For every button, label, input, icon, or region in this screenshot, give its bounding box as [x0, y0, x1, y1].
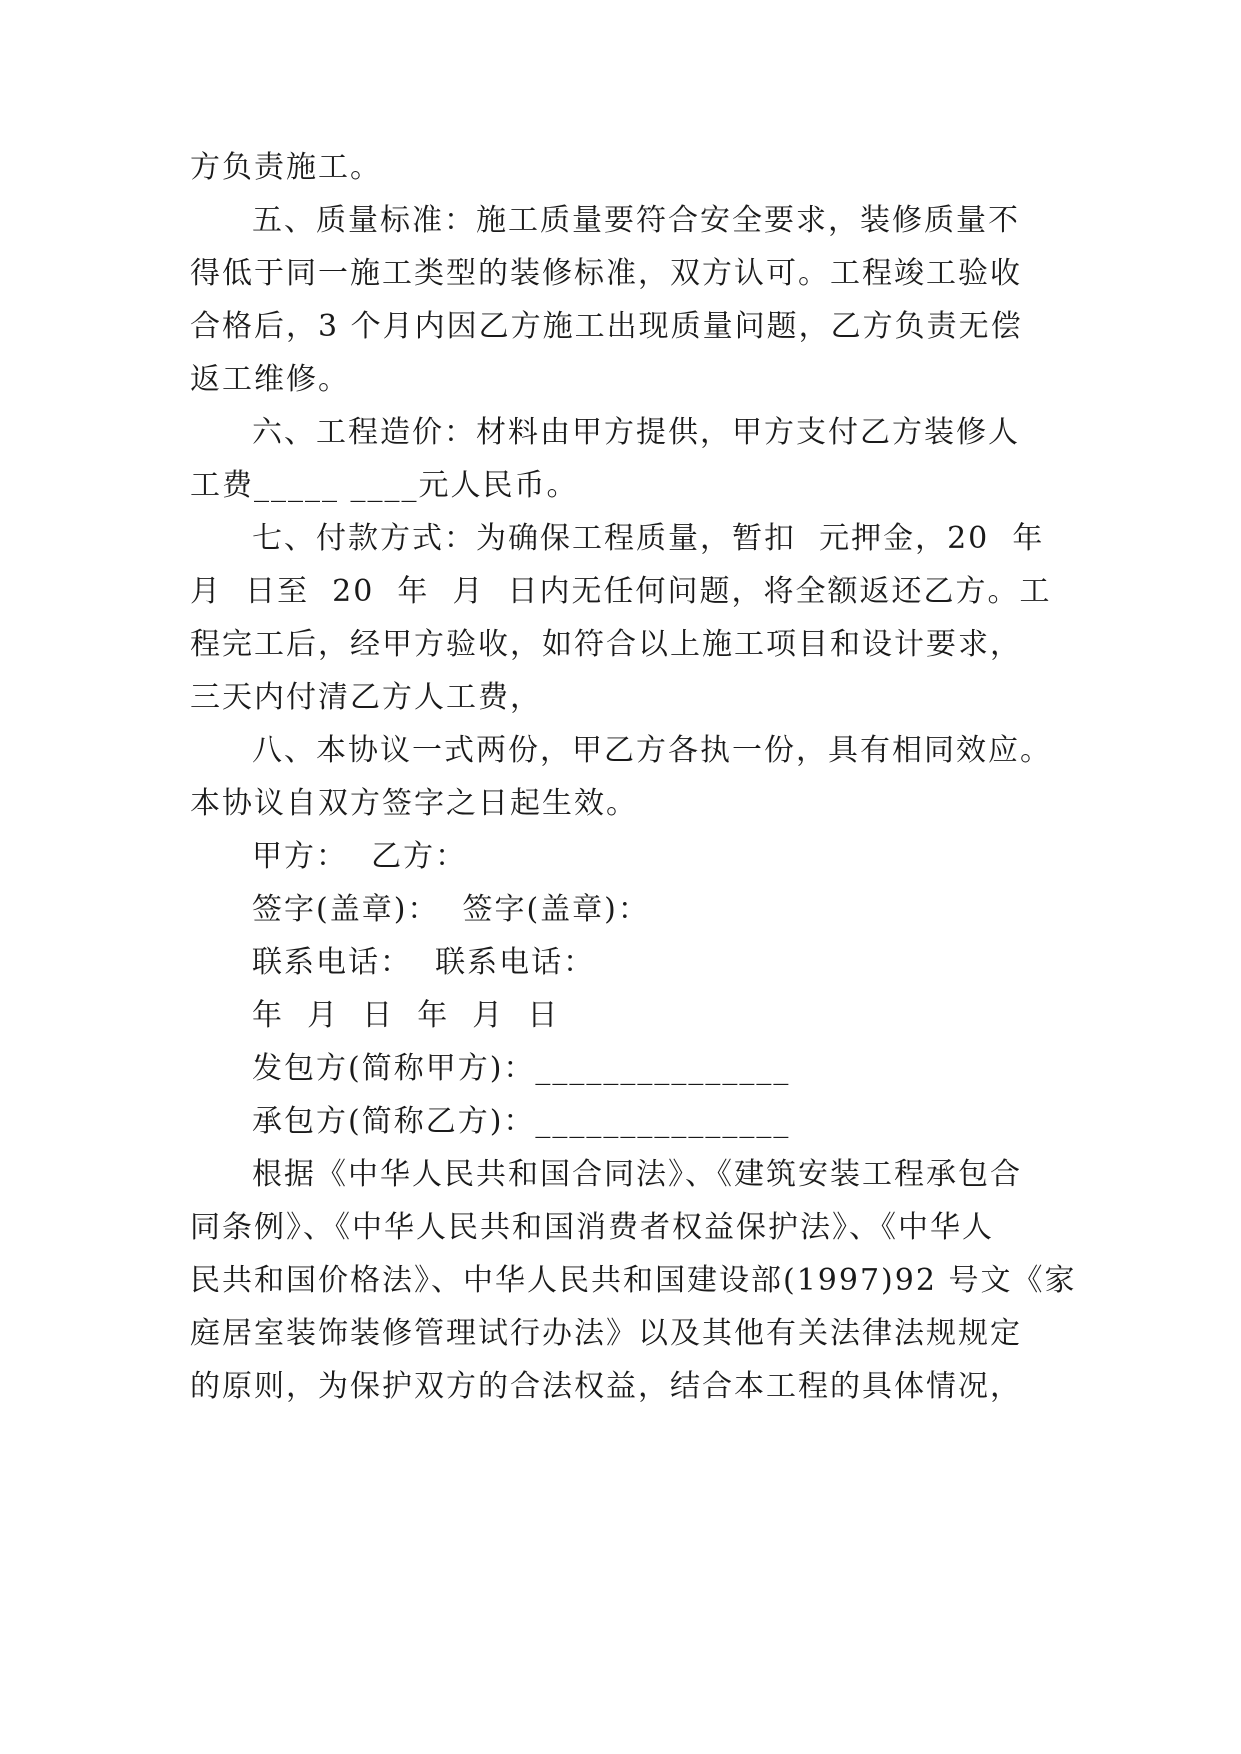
- text-line: 八、本协议一式两份，甲乙方各执一份，具有相同效应。: [252, 733, 1052, 768]
- text-line: 方负责施工。: [190, 150, 382, 185]
- text-line: 返工维修。: [190, 362, 350, 397]
- text-line: 得低于同一施工类型的装修标准，双方认可。工程竣工验收: [190, 256, 1022, 291]
- text-line: 同条例》、《中华人民共和国消费者权益保护法》、《中华人: [190, 1210, 994, 1245]
- signature-date-line: 年 月 日 年 月 日: [252, 998, 560, 1033]
- text-line: 庭居室装饰装修管理试行办法》以及其他有关法律法规规定: [190, 1316, 1022, 1351]
- text-line: 合格后，3 个月内因乙方施工出现质量问题，乙方负责无偿: [190, 309, 1023, 344]
- text-line: 民共和国价格法》、中华人民共和国建设部(1997)92 号文《家: [190, 1263, 1077, 1298]
- signature-phone-line: 联系电话： 联系电话：: [252, 945, 596, 980]
- text-line: 工费_____ ____元人民币。: [190, 468, 579, 503]
- text-line: 六、工程造价：材料由甲方提供，甲方支付乙方装修人: [252, 415, 1020, 450]
- text-line: 本协议自双方签字之日起生效。: [190, 786, 638, 821]
- text-line: 七、付款方式：为确保工程质量，暂扣 元押金，20 年: [252, 521, 1045, 556]
- signature-seal-line: 签字(盖章)： 签字(盖章)：: [252, 892, 650, 927]
- text-line: 月 日至 20 年 月 日内无任何问题，将全额返还乙方。工: [190, 574, 1052, 609]
- contractor-field-line: 承包方(简称乙方)：_______________: [252, 1104, 791, 1139]
- text-line: 根据《中华人民共和国合同法》、《建筑安装工程承包合: [252, 1157, 1022, 1192]
- signature-party-line: 甲方： 乙方：: [252, 839, 468, 874]
- text-line: 的原则，为保护双方的合法权益，结合本工程的具体情况，: [190, 1369, 1022, 1404]
- text-line: 五、质量标准：施工质量要符合安全要求，装修质量不: [252, 203, 1020, 238]
- client-field-line: 发包方(简称甲方)：_______________: [252, 1051, 791, 1086]
- text-line: 三天内付清乙方人工费，: [190, 680, 542, 715]
- text-line: 程完工后，经甲方验收，如符合以上施工项目和设计要求，: [190, 627, 1022, 662]
